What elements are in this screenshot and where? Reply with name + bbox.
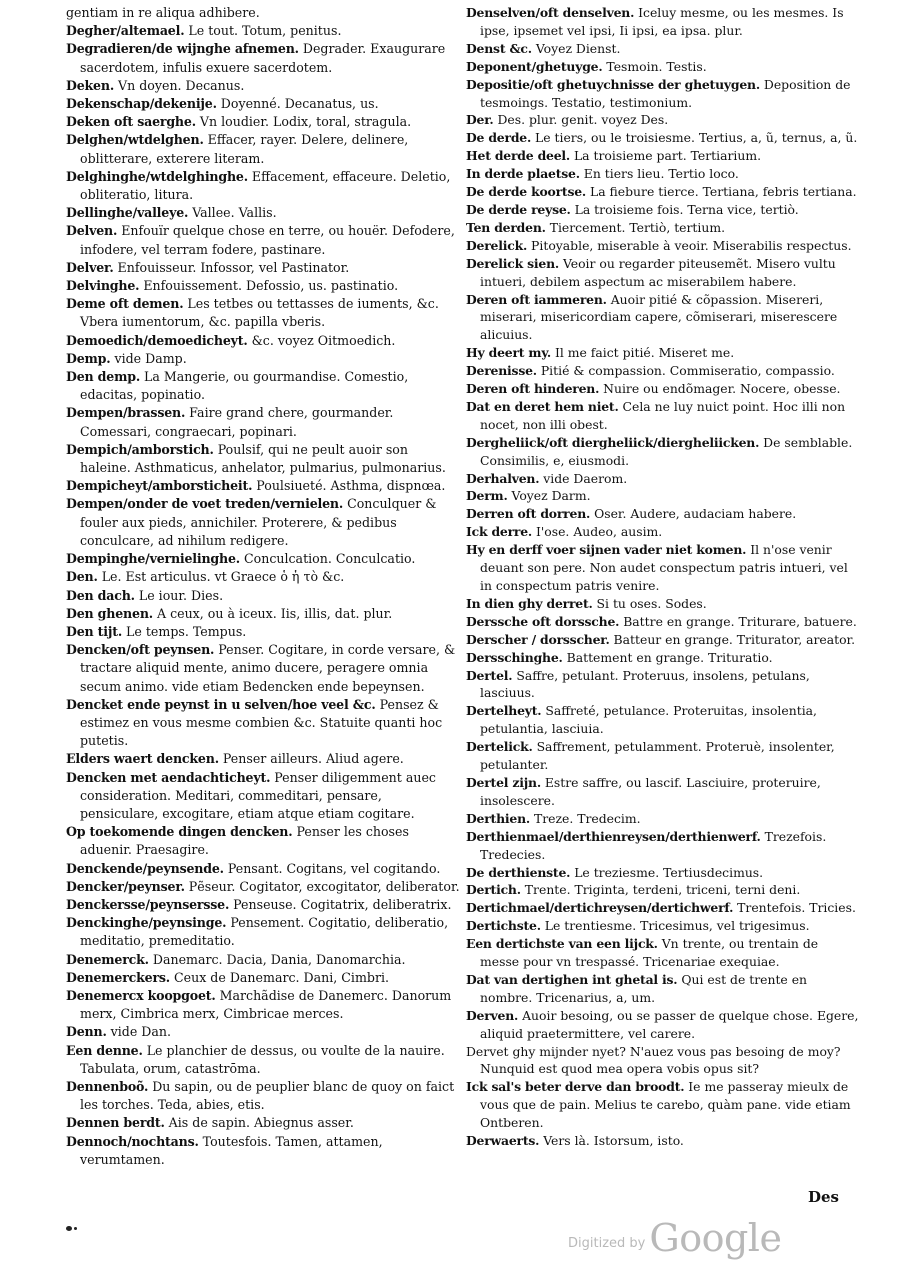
dictionary-entry: Delvinghe. Enfouissement. Defossio, us. pastinatio. xyxy=(66,278,399,294)
dictionary-entry: De derde reyse. La troisieme fois. Terna vice, tertiò. xyxy=(466,201,799,217)
dictionary-entry: Demp. vide Damp. xyxy=(66,350,187,366)
dictionary-entry: Dat van dertighen int ghetal is. Qui est de trente en nombre. Tricenarius, a, um. xyxy=(466,971,808,1005)
dictionary-entry: Der. Des. plur. genit. voyez Des. xyxy=(466,112,669,128)
dictionary-entry: Denckende/peynsende. Pensant. Cogitans, vel cogitando. xyxy=(66,860,441,876)
dictionary-entry: Deponent/ghetuyge. Tesmoin. Testis. xyxy=(466,58,707,74)
dictionary-entry: Het derde deel. La troisieme part. Tertiarium. xyxy=(466,148,762,164)
dictionary-entry: Den dach. Le iour. Dies. xyxy=(66,587,224,603)
dictionary-entry: Dencken met aendachticheyt. Penser diligemment auec consideration. Meditari, commeditari, pensare, pensiculare, excogitare, etiam atque etiam cogitare. xyxy=(66,769,436,821)
dictionary-entry: Ten derden. Tiercement. Tertiò, tertium. xyxy=(466,219,726,235)
dictionary-entry: Degradieren/de wijnghe afnemen. Degrader. Exaugurare sacerdotem, infulis exuere sacerdotem. xyxy=(66,41,446,75)
dictionary-entry: Hy en derff voer sijnen vader niet komen. Il n'ose venir deuant son pere. Non audet conspectum patris intueri, vel in conspectum patris venire. xyxy=(466,542,848,593)
dictionary-entry: Derm. Voyez Darm. xyxy=(466,488,591,504)
dictionary-entry: Denst &c. Voyez Dienst. xyxy=(466,40,621,56)
dictionary-entry: Derthienmael/derthienreysen/derthienwerf. Trezefois. Tredecies. xyxy=(466,828,827,862)
dictionary-entry: Dertich. Trente. Triginta, terdeni, triceni, terni deni. xyxy=(466,882,801,898)
google-logo: Google xyxy=(649,1216,782,1260)
dictionary-entry: Op toekomende dingen dencken. Penser les choses aduenir. Praesagire. xyxy=(66,824,409,858)
dictionary-entry: Derenisse. Pitié & compassion. Commiseratio, compassio. xyxy=(466,363,835,379)
dictionary-entry: Dekenschap/dekenije. Doyenné. Decanatus, us. xyxy=(66,96,379,112)
dictionary-entry: Delghinghe/wtdelghinghe. Effacement, effaceure. Deletio, obliteratio, litura. xyxy=(66,168,451,203)
left-column xyxy=(66,4,461,1169)
dictionary-entry: Den ghenen. A ceux, ou à iceux. Iis, illis, dat. plur. xyxy=(66,605,393,621)
dictionary-entry: Dencket ende peynst in u selven/hoe veel &c. Pensez & estimez en vous mesme combien &c. Statuite quanti hoc putetis. xyxy=(66,696,443,749)
dictionary-entry: Dertelick. Saffrement, petulamment. Proteruè, insolenter, petulanter. xyxy=(466,739,835,773)
dictionary-entry: Dergheliick/oft diergheliick/diergheliicken. De semblable. Consimilis, e, eiusmodi. xyxy=(466,434,853,468)
dictionary-entry: Denn. vide Dan. xyxy=(66,1024,172,1040)
dictionary-entry: In dien ghy derret. Si tu oses. Sodes. xyxy=(466,595,707,611)
dictionary-entry: Delver. Enfouisseur. Infossor, vel Pastinator. xyxy=(66,259,350,275)
dictionary-entry: Dempinghe/vernielinghe. Conculcation. Conculcatio. xyxy=(66,551,416,567)
catchword: Des xyxy=(808,1188,839,1206)
dictionary-entry: Derelick. Pitoyable, miserable à veoir. Miserabilis respectus. xyxy=(466,237,852,253)
dictionary-entry: Dencker/peynser. Pẽseur. Cogitator, excogitator, deliberator. xyxy=(66,878,460,894)
dictionary-entry: Demoedich/demoedicheyt. &c. voyez Oitmoedich. xyxy=(66,332,396,348)
dictionary-entry: Deken oft saerghe. Vn loudier. Lodix, toral, stragula. xyxy=(66,114,412,130)
dictionary-entry: Derven. Auoir besoing, ou se passer de quelque chose. Egere, aliquid praetermittere, vel carere. xyxy=(466,1007,859,1041)
dictionary-entry: Dempen/brassen. Faire grand chere, gourmander. Comessari, congraecari, popinari. xyxy=(66,405,394,439)
dictionary-entry: Deren oft iammeren. Auoir pitié & cõpassion. Misereri, miserari, misericordiam capere, cõmiserari, miserescere alicuius. xyxy=(466,291,838,343)
dictionary-entry: Dennoch/nochtans. Toutesfois. Tamen, attamen, verumtamen. xyxy=(66,1133,383,1167)
dictionary-entry: De derde. Le tiers, ou le troisiesme. Tertius, a, ũ, ternus, a, ũ. xyxy=(466,130,858,146)
dictionary-entry: Derelick sien. Veoir ou regarder piteusemẽt. Misero vultu intueri, debilem aspectum ac miserabilem habere. xyxy=(466,255,836,289)
dictionary-entry: Elders waert dencken. Penser ailleurs. Aliud agere. xyxy=(66,751,404,767)
dictionary-entry: Dempicheyt/amborsticheit. Poulsiueté. Asthma, dispnœa. xyxy=(66,478,446,494)
dictionary-entry: Denemerckers. Ceux de Danemarc. Dani, Cimbri. xyxy=(66,969,389,985)
dictionary-entry: gentiam in re aliqua adhibere. xyxy=(66,5,260,20)
dictionary-entry: De derde koortse. La fiebure tierce. Tertiana, febris tertiana. xyxy=(466,184,857,200)
digitized-by-watermark xyxy=(568,1216,781,1260)
dictionary-entry: Derscher / dorsscher. Batteur en grange. Triturator, areator. xyxy=(466,631,856,647)
dictionary-entry: Derwaerts. Vers là. Istorsum, isto. xyxy=(466,1133,684,1149)
dictionary-entry: Dempen/onder de voet treden/vernielen. Conculquer & fouler aux pieds, annichiler. Proterere, & pedibus conculcare, ad nihilum redigere. xyxy=(66,496,437,548)
dictionary-entry: Dertelheyt. Saffreté, petulance. Proteruitas, insolentia, petulantia, lasciuia. xyxy=(466,703,817,737)
dictionary-entry: Dellinghe/valleye. Vallee. Vallis. xyxy=(66,205,277,221)
dictionary-entry: Hy deert my. Il me faict pitié. Miseret me. xyxy=(466,345,735,361)
right-column xyxy=(466,4,861,1150)
dictionary-entry: Denckinghe/peynsinge. Pensement. Cogitatio, deliberatio, meditatio, premeditatio. xyxy=(66,915,449,949)
dictionary-entry: Dempich/amborstich. Poulsif, qui ne peult auoir son haleine. Asthmaticus, anhelator, pulmarius, pulmonarius. xyxy=(66,441,446,476)
dictionary-entry: Denemercx koopgoet. Marchãdise de Danemerc. Danorum merx, Cimbrica merx, Cimbricae merces. xyxy=(66,987,452,1022)
dictionary-entry: Dat en deret hem niet. Cela ne luy nuict point. Hoc illi non nocet, non illi obest. xyxy=(466,398,846,432)
dictionary-entry: Een denne. Le planchier de dessus, ou voulte de la nauire. Tabulata, orum, catastrōma. xyxy=(66,1042,445,1076)
dictionary-entry: Een dertichste van een lijck. Vn trente, ou trentain de messe pour vn trespassé. Tricenariae exequiae. xyxy=(466,936,819,970)
ink-speck xyxy=(66,1224,80,1232)
dictionary-entry: Dennenboõ. Du sapin, ou de peuplier blanc de quoy on faict les torches. Teda, abies, etis. xyxy=(66,1078,455,1113)
dictionary-entry: Deme oft demen. Les tetbes ou tettasses de iuments, &c. Vbera iumentorum, &c. papilla vberis. xyxy=(66,296,439,330)
dictionary-entry: Den demp. La Mangerie, ou gourmandise. Comestio, edacitas, popinatio. xyxy=(66,369,409,403)
dictionary-entry: Delven. Enfouïr quelque chose en terre, ou houër. Defodere, infodere, vel terram fodere, pastinare. xyxy=(66,223,455,257)
dictionary-entry: Den tijt. Le temps. Tempus. xyxy=(66,623,247,639)
dictionary-entry: Dertichmael/dertichreysen/dertichwerf. Trentefois. Tricies. xyxy=(466,900,856,916)
dictionary-entry: Deken. Vn doyen. Decanus. xyxy=(66,77,245,93)
dictionary-entry: Dertel zijn. Estre saffre, ou lascif. Lasciuire, proteruire, insolescere. xyxy=(466,774,821,808)
dictionary-entry: Ick derre. I'ose. Audeo, ausim. xyxy=(466,524,663,540)
dictionary-entry: Deren oft hinderen. Nuire ou endõmager. Nocere, obesse. xyxy=(466,381,841,397)
dictionary-entry: Denckersse/peynsersse. Penseuse. Cogitatrix, deliberatrix. xyxy=(66,896,452,912)
dictionary-entry: Dertel. Saffre, petulant. Proteruus, insolens, petulans, lasciuus. xyxy=(466,667,810,701)
dictionary-entry: Dertichste. Le trentiesme. Tricesimus, vel trigesimus. xyxy=(466,918,810,934)
dictionary-entry: Degher/altemael. Le tout. Totum, penitus. xyxy=(66,23,342,39)
dictionary-entry: Derthien. Treze. Tredecim. xyxy=(466,810,641,826)
dictionary-entry: Depositie/oft ghetuychnisse der ghetuygen. Deposition de tesmoings. Testatio, testimonium. xyxy=(466,76,851,110)
dictionary-entry: Denselven/oft denselven. Iceluy mesme, ou les mesmes. Is ipse, ipsemet vel ipsi, Ii ipsi, ea ipsa. plur. xyxy=(466,5,844,38)
dictionary-entry: Derhalven. vide Daerom. xyxy=(466,470,628,486)
dictionary-entry: Dencken/oft peynsen. Penser. Cogitare, in corde versare, & tractare aliquid mente, animo ducere, peragere omnia secum animo. vide etiam Bedencken ende bepeynsen. xyxy=(66,642,456,694)
dictionary-entry: Delghen/wtdelghen. Effacer, rayer. Delere, delinere, oblitterare, exterere literam. xyxy=(66,132,409,166)
dictionary-entry: Derssche oft dorssche. Battre en grange. Triturare, batuere. xyxy=(466,613,857,629)
watermark-prefix: Digitized by xyxy=(568,1236,646,1251)
dictionary-entry: In derde plaetse. En tiers lieu. Tertio loco. xyxy=(466,166,739,182)
dictionary-entry: Derren oft dorren. Oser. Audere, audaciam habere. xyxy=(466,506,797,522)
dictionary-entry: Ick sal's beter derve dan broodt. Ie me passeray mieulx de vous que de pain. Melius te carebo, quàm pane. vide etiam Ontberen. xyxy=(466,1079,851,1131)
dictionary-entry: Den. Le. Est articulus. vt Graece ὁ ἡ τὸ &c. xyxy=(66,569,345,585)
dictionary-entry: De derthienste. Le treziesme. Tertiusdecimus. xyxy=(466,864,764,880)
dictionary-entry: Dersschinghe. Battement en grange. Trituratio. xyxy=(466,649,773,665)
dictionary-entry: Dervet ghy mijnder nyet? N'auez vous pas besoing de moy? Nunquid est quod mea opera vobis opus sit? xyxy=(466,1043,841,1077)
dictionary-entry: Denemerck. Danemarc. Dacia, Dania, Danomarchia. xyxy=(66,951,406,967)
dictionary-entry: Dennen berdt. Ais de sapin. Abiegnus asser. xyxy=(66,1115,354,1131)
